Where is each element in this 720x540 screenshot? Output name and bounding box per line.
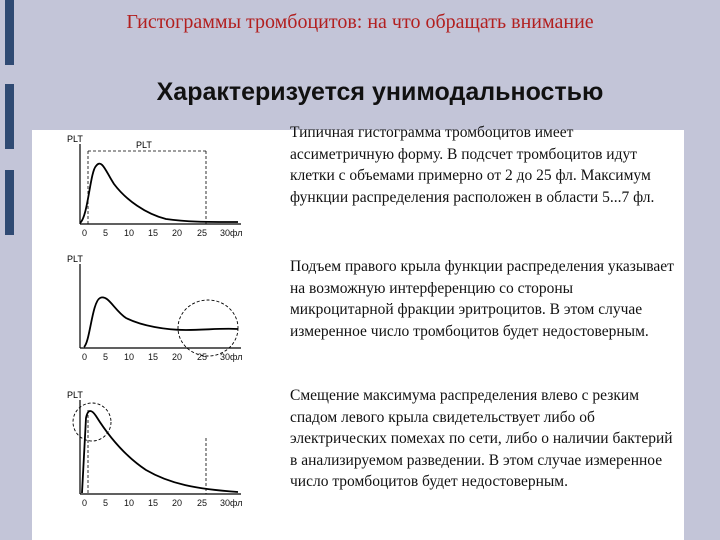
bracket-label: PLT <box>136 140 152 150</box>
tick-label: 30 <box>220 498 231 508</box>
description-paragraph: Смещение максимума распределения влево с резким спадом левого крыла свидетельствует либо об электрических помехах по сети, либо о наличии бактерий в анализируемом разведении. В этом случае измеренное число тромбоцитов будет недостоверным. <box>290 387 673 490</box>
highlight-circle <box>73 403 111 441</box>
tick-label: 10 <box>124 228 135 238</box>
tick-label: 0 <box>82 498 88 508</box>
tick-label: 15 <box>148 352 159 362</box>
unit-label: фл <box>230 352 243 362</box>
tick-label: 0 <box>82 228 88 238</box>
tick-label: 20 <box>172 498 183 508</box>
tick-label: 25 <box>197 352 208 362</box>
histogram-left-shifted-peak <box>66 388 246 512</box>
distribution-curve <box>82 411 238 493</box>
slide-heading: Характеризуется унимодальностью <box>156 78 604 106</box>
y-axis-label: PLT <box>67 254 83 264</box>
unit-label: фл <box>230 228 243 238</box>
tick-label: 5 <box>103 352 109 362</box>
tick-label: 25 <box>197 228 208 238</box>
tick-label: 30 <box>220 352 231 362</box>
slide-title: Гистограммы тромбоцитов: на что обращать внимание <box>126 11 594 33</box>
tick-label: 30 <box>220 228 231 238</box>
tick-label: 10 <box>124 352 135 362</box>
tick-label: 20 <box>172 228 183 238</box>
tick-label: 20 <box>172 352 183 362</box>
unit-label: фл <box>230 498 243 508</box>
histogram-typical <box>66 132 246 244</box>
tick-label: 15 <box>148 498 159 508</box>
tick-label: 25 <box>197 498 208 508</box>
tick-label: 15 <box>148 228 159 238</box>
y-axis-label: PLT <box>67 134 83 144</box>
tick-label: 5 <box>103 228 109 238</box>
distribution-curve <box>80 164 238 223</box>
histogram-right-wing-rise <box>66 252 246 368</box>
y-axis-label: PLT <box>67 390 83 400</box>
edge-decoration-bar <box>5 170 14 235</box>
distribution-curve <box>84 297 238 347</box>
tick-label: 10 <box>124 498 135 508</box>
description-paragraph: Подъем правого крыла функции распределения указывает на возможную интерференцию со стороны микроцитарной фракции эритроцитов. В этом случае измеренное число тромбоцитов будет недостоверным. <box>290 258 674 340</box>
tick-label: 5 <box>103 498 109 508</box>
tick-label: 0 <box>82 352 88 362</box>
description-paragraph: Типичная гистограмма тромбоцитов имеет ассиметричную форму. В подсчет тромбоцитов идут клетки с объемами примерно от 2 до 25 фл. Максимум функции распределения расположен в области 5...7 фл. <box>290 124 655 206</box>
right-margin-band <box>684 130 720 540</box>
